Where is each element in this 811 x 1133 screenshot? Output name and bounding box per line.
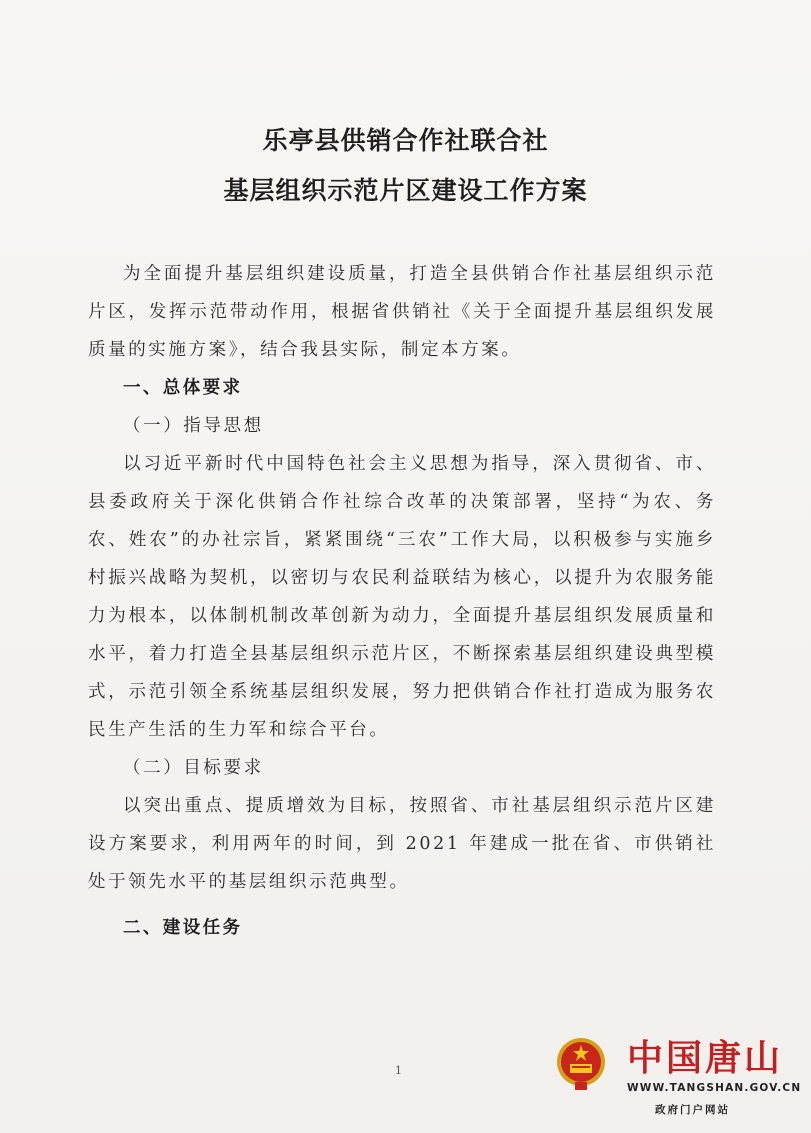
document-title-line2: 基层组织示范片区建设工作方案 [223,176,588,205]
section1-heading: 一、总体要求 [123,378,243,398]
document-title-line1: 乐亭县供销合作社联合社 [262,126,549,155]
guiding-thought-paragraph: 以习近平新时代中国特色社会主义思想为指导，深入贯彻省、市、县委政府关于深化供销合作社综合改革的决策部署，坚持“为农、务农、姓农”的办社宗旨，紧紧围绕“三农”工作大局，以积极参与实施乡村振兴战略为契机，以密切与农民利益联结为核心，以提升为农服务能力为根本，以体制机制改革创新为动力，全面提升基层组织发展质量和水平，着力打造全县基层组织示范片区，不断探索基层组织建设典型模式，示范引领全系统基层组织发展，努力把供销合作社打造成为服务农民生产生活的生力军和综合平台。 [88,454,716,740]
watermark-logo-text: 中国唐山 [627,1037,784,1079]
watermark-url: WWW.TANGSHAN.GOV.CN [627,1082,802,1094]
page-number: 1 [395,1064,402,1077]
section1-subheading-guiding: （一）指导思想 [123,416,264,436]
document-body [88,255,716,947]
section1-subheading-goals: （二）目标要求 [123,758,264,778]
national-emblem-icon [555,1036,607,1092]
site-watermark [555,1030,805,1125]
goals-paragraph: 以突出重点、提质增效为目标，按照省、市社基层组织示范片区建设方案要求，利用两年的时间，到 2021 年建成一批在省、市供销社处于领先水平的基层组织示范典型。 [88,796,716,892]
section2-heading: 二、建设任务 [123,918,243,938]
watermark-subtitle: 政府门户网站 [655,1104,730,1116]
intro-paragraph: 为全面提升基层组织建设质量，打造全县供销合作社基层组织示范片区，发挥示范带动作用，根据省供销社《关于全面提升基层组织发展质量的实施方案》，结合我县实际，制定本方案。 [88,264,716,360]
